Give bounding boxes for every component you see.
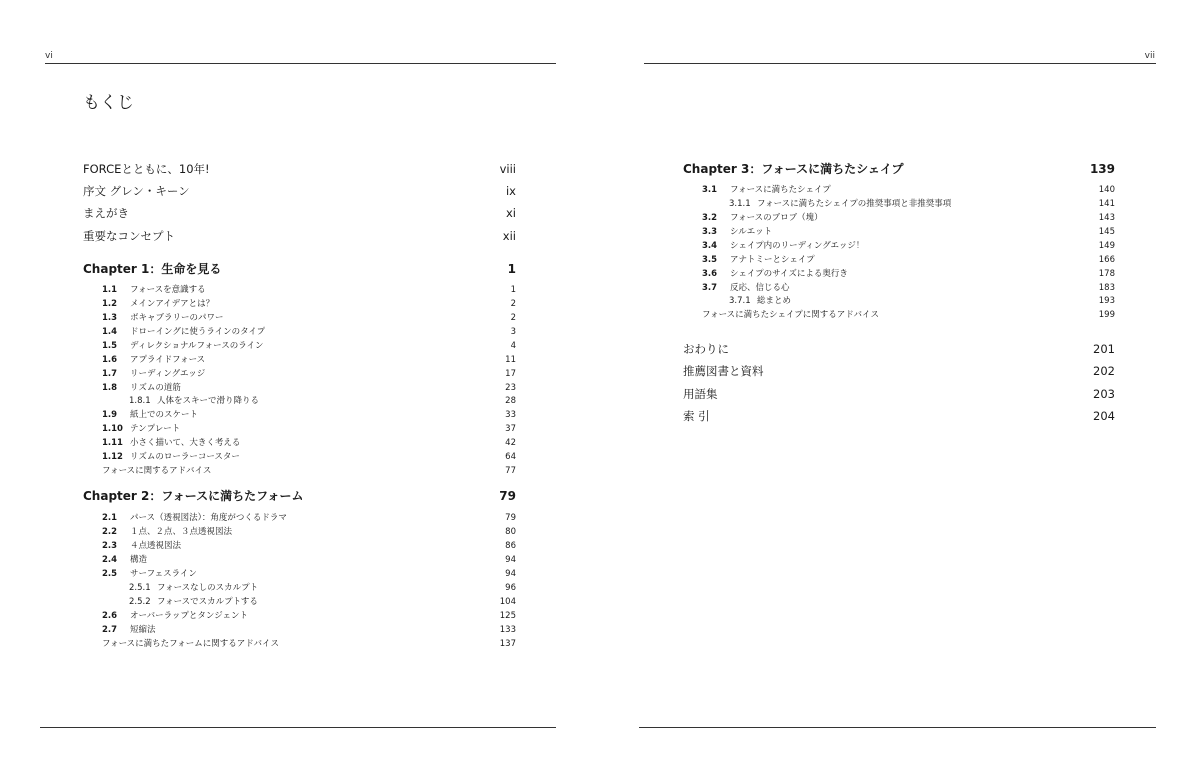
entry-page-number: 1 (510, 285, 516, 296)
toc-entry-sec (102, 325, 516, 337)
entry-title: 用語集 (683, 386, 718, 401)
entry-page-number: 125 (499, 611, 516, 622)
section-number: 1.4 (102, 327, 118, 338)
entry-page-number: 79 (505, 513, 516, 524)
section-number: 1.11 (102, 438, 123, 449)
entry-page-number: 37 (505, 424, 516, 435)
toc-entry-sec (702, 239, 1115, 251)
toc-entry-sec (102, 381, 516, 393)
section-number: 2.3 (102, 541, 118, 552)
toc-entry-front (683, 386, 1115, 402)
toc-entry-front (683, 363, 1115, 379)
section-number: 1.6 (102, 355, 118, 366)
entry-page-number: 64 (505, 452, 516, 463)
entry-title: フォースに満ちたフォームに関するアドバイス (102, 639, 279, 650)
toc-entry-sec (102, 511, 516, 523)
entry-title: テンプレート (130, 424, 181, 435)
toc-entry-sec (102, 408, 516, 420)
section-number: 3.3 (702, 227, 718, 238)
section-number: 3.5 (702, 255, 718, 266)
entry-page-number: 23 (505, 383, 516, 394)
toc-entry-sub (129, 581, 516, 593)
entry-page-number: 80 (505, 527, 516, 538)
entry-title: １点、２点、３点透視図法 (130, 527, 233, 538)
entry-title: シェイプ内のリーディングエッジ！ (730, 241, 865, 252)
toc-entry-sec (102, 353, 516, 365)
section-number: 1.12 (102, 452, 123, 463)
entry-page-number: 33 (505, 410, 516, 421)
section-number: 1.8.1 (129, 396, 151, 407)
entry-page-number: 11 (505, 355, 516, 366)
section-number: 1.1 (102, 285, 118, 296)
toc-entry-sec (102, 436, 516, 448)
entry-title: 紙上でのスケート (130, 410, 199, 421)
toc-entry-sec (702, 183, 1115, 195)
entry-title: リズムのローラーコースター (130, 452, 240, 463)
entry-title: リーディングエッジ (130, 369, 206, 380)
toc-entry-chapter (683, 160, 1115, 177)
entry-page-number: viii (499, 161, 516, 176)
entry-page-number: xi (505, 205, 516, 220)
entry-page-number: 86 (505, 541, 516, 552)
entry-title: 推薦図書と資料 (683, 363, 764, 378)
toc-entry-sec (102, 450, 516, 462)
right-page (600, 0, 1200, 767)
toc-entry-sec (102, 367, 516, 379)
entry-page-number: 204 (1093, 408, 1115, 423)
toc-entry-sec (102, 422, 516, 434)
entry-page-number: 4 (510, 341, 516, 352)
entry-title: フォースに関するアドバイス (102, 466, 212, 477)
entry-title: ４点透視図法 (130, 541, 182, 552)
entry-page-number: 79 (499, 489, 516, 504)
toc-entry-sec (702, 267, 1115, 279)
entry-page-number: 143 (1098, 213, 1115, 224)
toc-entry-sec (102, 311, 516, 323)
toc-entry-advice (102, 464, 516, 476)
bottom-rule (639, 727, 1156, 728)
toc-entry-sub (129, 595, 516, 607)
entry-page-number: 96 (505, 583, 516, 594)
entry-page-number: 137 (499, 639, 516, 650)
section-number: 3.6 (702, 269, 718, 280)
entry-title: 索 引 (683, 408, 710, 423)
entry-page-number: 166 (1098, 255, 1115, 266)
entry-title: フォースでスカルプトする (157, 597, 258, 608)
toc-entry-sec (102, 297, 516, 309)
section-number: 1.8 (102, 383, 118, 394)
entry-title: フォースなしのスカルプト (157, 583, 259, 594)
entry-page-number: ix (505, 183, 516, 198)
entry-title: ドローイングに使うラインのタイプ (130, 327, 266, 338)
section-number: 1.5 (102, 341, 118, 352)
entry-page-number: 145 (1098, 227, 1115, 238)
toc-entry-sec (102, 609, 516, 621)
entry-page-number: 42 (505, 438, 516, 449)
entry-title: パース（透視図法）：角度がつくるドラマ (130, 513, 287, 524)
entry-page-number: 94 (505, 555, 516, 566)
entry-title: 序文 グレン・キーン (83, 183, 190, 198)
toc-entry-chapter (83, 487, 516, 504)
entry-page-number: 140 (1098, 185, 1115, 196)
section-number: 2.2 (102, 527, 118, 538)
entry-title: フォースのブロブ（塊） (730, 213, 823, 224)
entry-title: 反応、信じる心 (730, 283, 790, 294)
page-number: vii (1144, 51, 1155, 61)
entry-page-number: 199 (1098, 310, 1115, 321)
entry-page-number: 1 (507, 262, 516, 277)
toc-entry-sec (102, 567, 516, 579)
entry-page-number: 203 (1093, 386, 1115, 401)
entry-title: 構造 (130, 555, 148, 566)
entry-title: おわりに (683, 341, 729, 356)
entry-title: ディレクショナルフォースのライン (130, 341, 264, 352)
entry-page-number: 17 (505, 369, 516, 380)
page-number: vi (45, 51, 53, 61)
entry-title: 人体をスキーで滑り降りる (157, 396, 260, 407)
entry-title: フォースに満ちたシェイプ (730, 185, 831, 196)
entry-page-number: 2 (510, 299, 516, 310)
section-number: 3.1.1 (729, 199, 751, 210)
entry-title: Chapter 1：生命を見る (83, 262, 222, 277)
section-number: 1.9 (102, 410, 118, 421)
entry-page-number: 178 (1098, 269, 1115, 280)
section-number: 1.3 (102, 313, 118, 324)
entry-title: フォースを意識する (130, 285, 206, 296)
section-number: 1.10 (102, 424, 123, 435)
entry-page-number: 139 (1089, 162, 1115, 177)
toc-entry-sub (729, 197, 1115, 209)
entry-page-number: 202 (1093, 363, 1115, 378)
section-number: 2.4 (102, 555, 118, 566)
section-number: 2.6 (102, 611, 118, 622)
toc-entry-sec (102, 539, 516, 551)
section-number: 3.1 (702, 185, 718, 196)
toc-entry-sec (102, 525, 516, 537)
toc-entry-advice (702, 308, 1115, 320)
section-number: 3.7 (702, 283, 718, 294)
toc-entry-sec (102, 553, 516, 565)
toc-entry-front (683, 341, 1115, 357)
section-number: 2.5 (102, 569, 118, 580)
entry-title: ボキャブラリーのパワー (130, 313, 224, 324)
toc-entry-sec (702, 281, 1115, 293)
toc-entry-chapter (83, 260, 516, 277)
toc-entry-sec (702, 211, 1115, 223)
toc-entry-front (83, 228, 516, 244)
entry-title: シルエット (730, 227, 773, 238)
entry-page-number: 77 (505, 466, 516, 477)
section-number: 2.5.1 (129, 583, 151, 594)
entry-title: フォースに満ちたシェイプに関するアドバイス (702, 310, 879, 321)
entry-title: アプライドフォース (130, 355, 206, 366)
entry-page-number: 28 (505, 396, 516, 407)
top-rule (644, 63, 1156, 64)
toc-entry-sub (729, 294, 1115, 306)
entry-title: メインアイデアとは？ (130, 299, 215, 310)
entry-title: フォースに満ちたシェイプの推奨事項と非推奨事項 (757, 199, 952, 210)
section-number: 1.7 (102, 369, 118, 380)
entry-title: 短縮法 (130, 625, 156, 636)
section-number: 1.2 (102, 299, 118, 310)
entry-page-number: 3 (510, 327, 516, 338)
toc-entry-sec (102, 339, 516, 351)
toc-entry-sec (702, 225, 1115, 237)
entry-page-number: 133 (499, 625, 516, 636)
entry-page-number: 2 (510, 313, 516, 324)
entry-page-number: xii (502, 228, 516, 243)
entry-title: 総まとめ (757, 296, 792, 307)
toc-entry-sec (702, 253, 1115, 265)
section-number: 3.4 (702, 241, 718, 252)
toc-entry-front (83, 183, 516, 199)
toc-entry-sec (102, 283, 516, 295)
entry-title: アナトミーとシェイプ (730, 255, 815, 266)
toc-entry-front (683, 408, 1115, 424)
toc-entry-front (83, 161, 516, 177)
entry-title: 重要なコンセプト (83, 228, 175, 243)
entry-page-number: 193 (1098, 296, 1115, 307)
entry-page-number: 94 (505, 569, 516, 580)
entry-page-number: 141 (1098, 199, 1115, 210)
entry-title: リズムの道筋 (130, 383, 181, 394)
entry-title: FORCEとともに、10年! (83, 161, 210, 176)
entry-title: Chapter 3：フォースに満ちたシェイプ (683, 162, 904, 177)
entry-title: まえがき (83, 205, 129, 220)
entry-page-number: 183 (1098, 283, 1115, 294)
section-number: 2.1 (102, 513, 118, 524)
bottom-rule (40, 727, 556, 728)
top-rule (45, 63, 556, 64)
entry-title: シェイプのサイズによる奥行き (730, 269, 848, 280)
section-number: 2.5.2 (129, 597, 151, 608)
toc-entry-sub (129, 394, 516, 406)
entry-title: オーバーラップとタンジェント (130, 611, 249, 622)
toc-heading: もくじ (83, 93, 134, 113)
entry-page-number: 149 (1098, 241, 1115, 252)
toc-entry-front (83, 205, 516, 221)
toc-entry-sec (102, 623, 516, 635)
entry-page-number: 201 (1093, 341, 1115, 356)
section-number: 3.2 (702, 213, 718, 224)
toc-entry-advice (102, 637, 516, 649)
entry-title: サーフェスライン (130, 569, 197, 580)
entry-title: Chapter 2：フォースに満ちたフォーム (83, 489, 304, 504)
section-number: 2.7 (102, 625, 118, 636)
section-number: 3.7.1 (729, 296, 751, 307)
entry-page-number: 104 (499, 597, 516, 608)
entry-title: 小さく描いて、大きく考える (130, 438, 241, 449)
